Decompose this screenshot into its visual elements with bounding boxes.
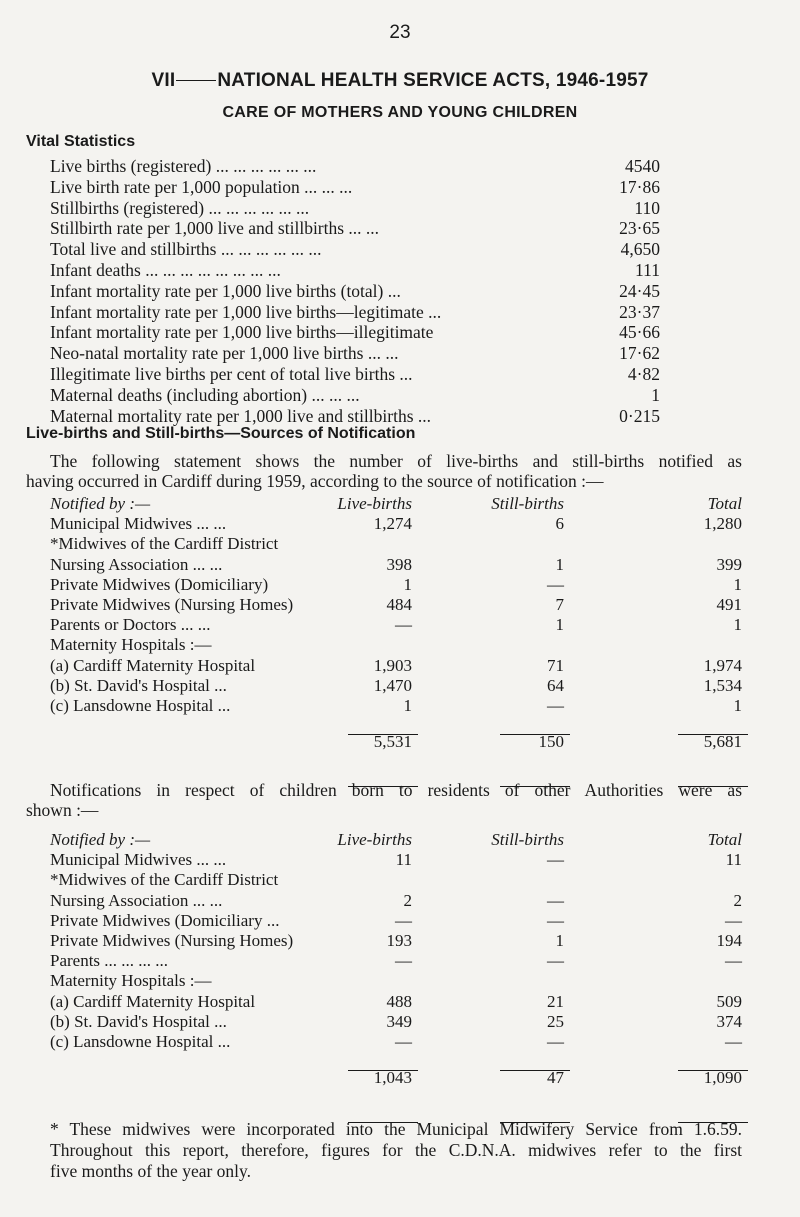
row-label: Municipal Midwives ... ... bbox=[50, 850, 227, 870]
total-cell: 1,280 bbox=[703, 514, 742, 534]
total-cell: 1 bbox=[733, 695, 742, 715]
total-cell: 1,974 bbox=[703, 655, 742, 675]
still-births-cell: — bbox=[547, 574, 564, 594]
still-births-cell: 7 bbox=[555, 594, 564, 614]
table-row bbox=[50, 696, 742, 716]
vital-stat-label: Stillbirths (registered) ... ... ... ... ... ... bbox=[50, 197, 310, 218]
vital-stat-label: Infant deaths ... ... ... ... ... ... ... ... bbox=[50, 259, 281, 280]
vital-stat-value: 0·215 bbox=[619, 405, 660, 426]
other-intro-line2: shown :— bbox=[26, 800, 99, 820]
row-label: (c) Lansdowne Hospital ... bbox=[50, 695, 231, 715]
table-spacer bbox=[50, 1052, 742, 1064]
vital-stat-value: 23·65 bbox=[619, 218, 660, 239]
footnote-line1: * These midwives were incorporated into the Municipal Midwifery Service from 1.6.59. bbox=[50, 1119, 742, 1139]
row-label: (b) St. David's Hospital ... bbox=[50, 1011, 227, 1031]
notification-heading: Live-births and Still-births—Sources of Notification bbox=[26, 425, 416, 442]
row-label: (b) St. David's Hospital ... bbox=[50, 675, 227, 695]
vital-stat-row bbox=[50, 198, 660, 219]
vital-stat-value: 4,650 bbox=[620, 239, 660, 260]
live-births-cell: 484 bbox=[386, 594, 412, 614]
vital-stat-label: Infant mortality rate per 1,000 live births (total) ... bbox=[50, 280, 401, 301]
vital-stat-row bbox=[50, 239, 660, 260]
vital-stat-label: Live births (registered) ... ... ... ... ... ... bbox=[50, 156, 317, 176]
vital-stat-value: 4·82 bbox=[627, 363, 660, 384]
column-header: Notified by :— bbox=[50, 830, 151, 849]
vital-stat-row bbox=[50, 177, 660, 198]
live-births-cell: 1,274 bbox=[373, 514, 412, 534]
row-label: (a) Cardiff Maternity Hospital bbox=[50, 991, 256, 1011]
notification-intro bbox=[50, 451, 742, 471]
notification-intro-line1: The following statement shows the number of live-births and still-births notified as bbox=[50, 451, 742, 471]
row-label: Nursing Association ... ... bbox=[50, 890, 223, 910]
row-label: Private Midwives (Nursing Homes) bbox=[50, 594, 294, 614]
live-births-cell: 2 bbox=[403, 890, 412, 910]
vital-stat-label: Infant mortality rate per 1,000 live births—legitimate ... bbox=[50, 301, 442, 322]
column-header: Total bbox=[707, 494, 742, 513]
vital-stat-value: 24·45 bbox=[619, 280, 660, 301]
grand-total: 1,090 bbox=[703, 1068, 742, 1088]
table-row bbox=[50, 534, 742, 554]
live-births-cell: 1 bbox=[403, 574, 412, 594]
live-births-cell: 1,903 bbox=[373, 655, 412, 675]
live-births-cell: 349 bbox=[386, 1011, 412, 1031]
vital-stat-row bbox=[50, 302, 660, 323]
section-title-main: NATIONAL HEALTH SERVICE ACTS, 1946-1957 bbox=[217, 70, 649, 91]
vital-stat-row bbox=[50, 322, 660, 343]
table-row bbox=[50, 615, 742, 635]
total-cell: 1 bbox=[733, 574, 742, 594]
row-label: Parents ... ... ... ... bbox=[50, 951, 169, 971]
table-row bbox=[50, 656, 742, 676]
live-births-total: 5,531 bbox=[373, 732, 412, 752]
vital-stat-row bbox=[50, 156, 660, 177]
footnote-line3: five months of the year only. bbox=[50, 1161, 252, 1181]
vital-stat-row bbox=[50, 364, 660, 385]
total-cell: 399 bbox=[716, 554, 742, 574]
total-cell: 2 bbox=[733, 890, 742, 910]
vital-stat-label: Illegitimate live births per cent of total live births ... bbox=[50, 363, 413, 384]
notification-table bbox=[50, 494, 742, 752]
column-header: Still-births bbox=[491, 830, 564, 849]
section-title bbox=[0, 70, 800, 92]
row-label: Parents or Doctors ... ... bbox=[50, 615, 211, 635]
vital-stat-label: Total live and stillbirths ... ... ... ... ... ... bbox=[50, 239, 322, 260]
row-label: Private Midwives (Nursing Homes) bbox=[50, 930, 294, 950]
other-authorities-table bbox=[50, 830, 742, 1088]
total-cell: 194 bbox=[716, 930, 742, 950]
vital-stat-label: Maternal mortality rate per 1,000 live and stillbirths ... bbox=[50, 405, 432, 426]
still-births-cell: 21 bbox=[547, 991, 564, 1011]
vital-stat-label: Infant mortality rate per 1,000 live births—illegitimate bbox=[50, 322, 434, 343]
still-births-total: 47 bbox=[547, 1068, 564, 1088]
total-cell: 11 bbox=[725, 850, 742, 870]
footnote bbox=[50, 1119, 742, 1182]
other-intro-line1: Notifications in respect of children born to residents of other Authorities were as bbox=[50, 780, 742, 800]
table-row bbox=[50, 891, 742, 911]
row-label: *Midwives of the Cardiff District bbox=[50, 870, 279, 890]
subtitle: CARE OF MOTHERS AND YOUNG CHILDREN bbox=[222, 104, 578, 121]
vital-stat-row bbox=[50, 343, 660, 364]
still-births-cell: — bbox=[547, 890, 564, 910]
table-row bbox=[50, 951, 742, 971]
still-births-cell: 1 bbox=[555, 930, 564, 950]
total-cell: 509 bbox=[716, 991, 742, 1011]
still-births-cell: 6 bbox=[555, 514, 564, 534]
vital-stat-row bbox=[50, 281, 660, 302]
footnote-line2: Throughout this report, therefore, figures for the C.D.N.A. midwives refer to the first bbox=[50, 1140, 742, 1160]
table-row bbox=[50, 635, 742, 655]
grand-total: 5,681 bbox=[703, 732, 742, 752]
table-row bbox=[50, 911, 742, 931]
vital-stat-value: 17·62 bbox=[619, 343, 660, 364]
column-header: Live-births bbox=[337, 830, 412, 849]
table-row bbox=[50, 1032, 742, 1052]
still-births-cell: 64 bbox=[547, 675, 564, 695]
live-births-cell: — bbox=[395, 910, 412, 930]
table-row bbox=[50, 1012, 742, 1032]
table-row bbox=[50, 676, 742, 696]
notification-intro-2 bbox=[26, 471, 742, 491]
row-label: (c) Lansdowne Hospital ... bbox=[50, 1031, 231, 1051]
vital-stat-label: Live birth rate per 1,000 population ... ... ... bbox=[50, 176, 353, 197]
still-births-cell: — bbox=[547, 695, 564, 715]
live-births-total: 1,043 bbox=[373, 1068, 412, 1088]
vital-statistics-list bbox=[50, 156, 660, 426]
vital-stat-value: 110 bbox=[634, 197, 660, 218]
live-births-cell: 193 bbox=[386, 930, 412, 950]
column-header: Still-births bbox=[491, 494, 564, 513]
row-label: Nursing Association ... ... bbox=[50, 554, 223, 574]
vital-stat-value: 23·37 bbox=[619, 301, 660, 322]
column-header: Notified by :— bbox=[50, 494, 151, 513]
still-births-cell: — bbox=[547, 1031, 564, 1051]
still-births-cell: — bbox=[547, 850, 564, 870]
table-row bbox=[50, 870, 742, 890]
row-label: Maternity Hospitals :— bbox=[50, 971, 212, 991]
still-births-cell: — bbox=[547, 910, 564, 930]
live-births-cell: — bbox=[395, 1031, 412, 1051]
total-cell: 491 bbox=[716, 594, 742, 614]
vital-stat-row bbox=[50, 260, 660, 281]
table-row bbox=[50, 555, 742, 575]
title-dash bbox=[176, 80, 216, 81]
still-births-cell: 25 bbox=[547, 1011, 564, 1031]
total-cell: — bbox=[725, 1031, 742, 1051]
table-row bbox=[50, 595, 742, 615]
totals-row bbox=[50, 732, 742, 752]
vital-stat-row bbox=[50, 406, 660, 427]
row-label: Maternity Hospitals :— bbox=[50, 635, 212, 655]
still-births-total: 150 bbox=[538, 732, 564, 752]
other-authorities-intro-2 bbox=[26, 800, 742, 820]
live-births-cell: 398 bbox=[386, 554, 412, 574]
row-label: Private Midwives (Domiciliary) bbox=[50, 574, 269, 594]
row-label: Municipal Midwives ... ... bbox=[50, 514, 227, 534]
table-header-row bbox=[50, 494, 742, 514]
vital-stat-value: 1 bbox=[651, 384, 660, 405]
notification-intro-line2: having occurred in Cardiff during 1959, according to the source of notification :— bbox=[26, 471, 604, 491]
vital-stat-value: 45·66 bbox=[619, 322, 660, 343]
total-cell: — bbox=[725, 910, 742, 930]
vital-stat-value: 17·86 bbox=[619, 176, 660, 197]
total-cell: 1 bbox=[733, 615, 742, 635]
vital-stat-row bbox=[50, 218, 660, 239]
row-label: *Midwives of the Cardiff District bbox=[50, 534, 279, 554]
live-births-cell: 11 bbox=[395, 850, 412, 870]
row-label: Private Midwives (Domiciliary ... bbox=[50, 910, 280, 930]
section-title-prefix: VII bbox=[151, 70, 176, 91]
still-births-cell: — bbox=[547, 951, 564, 971]
vital-stat-label: Maternal deaths (including abortion) ... ... ... bbox=[50, 384, 360, 405]
table-header-row bbox=[50, 830, 742, 850]
vital-stat-value: 111 bbox=[635, 259, 660, 280]
live-births-cell: — bbox=[395, 951, 412, 971]
vital-stat-row bbox=[50, 385, 660, 406]
live-births-cell: — bbox=[395, 615, 412, 635]
table-row bbox=[50, 931, 742, 951]
live-births-cell: 1,470 bbox=[373, 675, 412, 695]
total-cell: 374 bbox=[716, 1011, 742, 1031]
table-row bbox=[50, 850, 742, 870]
table-row bbox=[50, 992, 742, 1012]
total-cell: — bbox=[725, 951, 742, 971]
vital-stat-value: 4540 bbox=[625, 156, 660, 176]
still-births-cell: 1 bbox=[555, 554, 564, 574]
vital-stat-label: Stillbirth rate per 1,000 live and stillbirths ... ... bbox=[50, 218, 380, 239]
page-number: 23 bbox=[389, 22, 411, 43]
vital-stat-label: Neo-natal mortality rate per 1,000 live births ... ... bbox=[50, 343, 399, 364]
vital-statistics-heading: Vital Statistics bbox=[26, 133, 136, 150]
still-births-cell: 1 bbox=[555, 615, 564, 635]
live-births-cell: 1 bbox=[403, 695, 412, 715]
totals-row bbox=[50, 1068, 742, 1088]
live-births-cell: 488 bbox=[386, 991, 412, 1011]
total-cell: 1,534 bbox=[703, 675, 742, 695]
table-row bbox=[50, 971, 742, 991]
table-row bbox=[50, 514, 742, 534]
other-authorities-intro bbox=[50, 780, 742, 800]
column-header: Live-births bbox=[337, 494, 412, 513]
column-header: Total bbox=[707, 830, 742, 849]
still-births-cell: 71 bbox=[547, 655, 564, 675]
table-spacer bbox=[50, 716, 742, 728]
row-label: (a) Cardiff Maternity Hospital bbox=[50, 655, 256, 675]
table-row bbox=[50, 575, 742, 595]
